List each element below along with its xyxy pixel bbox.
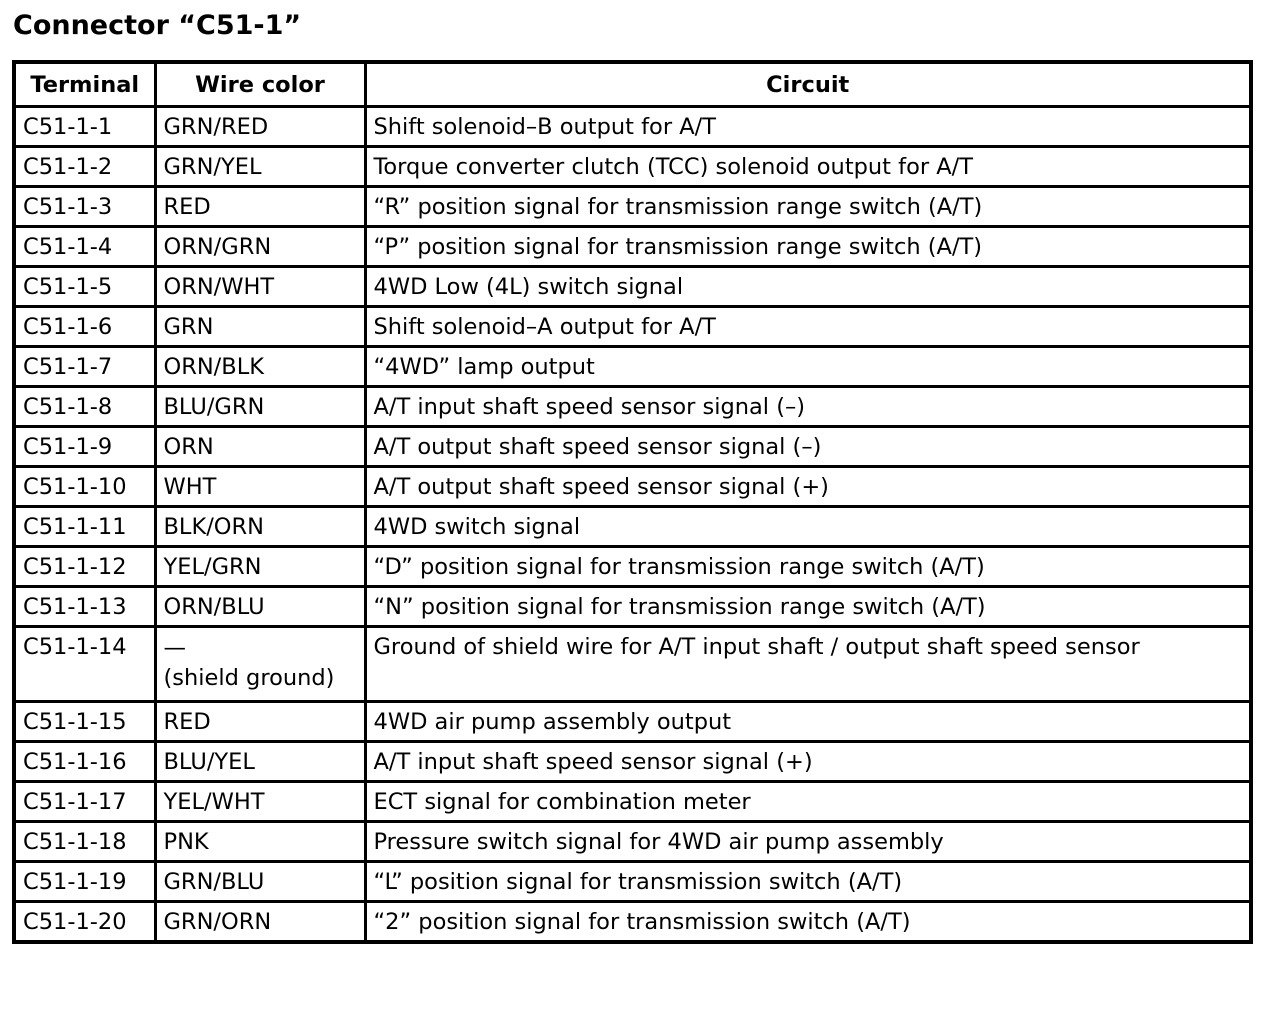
terminal-cell: C51-1-6 xyxy=(14,307,155,347)
circuit-cell: 4WD air pump assembly output xyxy=(365,702,1251,742)
circuit-cell: A/T output shaft speed sensor signal (–) xyxy=(365,427,1251,467)
table-row xyxy=(14,822,1251,862)
terminal-cell: C51-1-14 xyxy=(14,627,155,702)
table-row xyxy=(14,902,1251,943)
terminal-cell: C51-1-2 xyxy=(14,147,155,187)
connector-table xyxy=(12,60,1253,944)
terminal-cell: C51-1-9 xyxy=(14,427,155,467)
table-row xyxy=(14,862,1251,902)
wire-color-cell: GRN/BLU xyxy=(155,862,365,902)
terminal-cell: C51-1-1 xyxy=(14,107,155,147)
terminal-cell: C51-1-8 xyxy=(14,387,155,427)
terminal-cell: C51-1-13 xyxy=(14,587,155,627)
table-row xyxy=(14,547,1251,587)
circuit-cell: “R” position signal for transmission range switch (A/T) xyxy=(365,187,1251,227)
terminal-cell: C51-1-7 xyxy=(14,347,155,387)
terminal-cell: C51-1-10 xyxy=(14,467,155,507)
terminal-cell: C51-1-3 xyxy=(14,187,155,227)
circuit-cell: 4WD Low (4L) switch signal xyxy=(365,267,1251,307)
circuit-cell: “4WD” lamp output xyxy=(365,347,1251,387)
circuit-cell: “D” position signal for transmission range switch (A/T) xyxy=(365,547,1251,587)
circuit-cell: A/T input shaft speed sensor signal (+) xyxy=(365,742,1251,782)
page-title: Connector “C51-1” xyxy=(13,10,302,41)
table-row xyxy=(14,507,1251,547)
circuit-cell: “N” position signal for transmission range switch (A/T) xyxy=(365,587,1251,627)
wire-color-cell: ORN/BLK xyxy=(155,347,365,387)
wire-color-value: — xyxy=(163,635,186,661)
header-circuit: Circuit xyxy=(365,62,1251,107)
wire-color-cell: RED xyxy=(155,702,365,742)
wire-color-cell: GRN xyxy=(155,307,365,347)
table-row xyxy=(14,742,1251,782)
wire-color-cell: BLU/YEL xyxy=(155,742,365,782)
circuit-cell: Ground of shield wire for A/T input shaft / output shaft speed sensor xyxy=(365,627,1251,702)
wire-color-cell: GRN/YEL xyxy=(155,147,365,187)
wire-color-cell: RED xyxy=(155,187,365,227)
circuit-cell: “P” position signal for transmission range switch (A/T) xyxy=(365,227,1251,267)
table-row xyxy=(14,267,1251,307)
circuit-cell: Torque converter clutch (TCC) solenoid output for A/T xyxy=(365,147,1251,187)
terminal-cell: C51-1-18 xyxy=(14,822,155,862)
table-row xyxy=(14,147,1251,187)
terminal-cell: C51-1-20 xyxy=(14,902,155,943)
table-row xyxy=(14,467,1251,507)
wire-color-cell: WHT xyxy=(155,467,365,507)
wire-color-cell: ORN/BLU xyxy=(155,587,365,627)
wire-color-cell: PNK xyxy=(155,822,365,862)
circuit-cell: Shift solenoid–B output for A/T xyxy=(365,107,1251,147)
table-row xyxy=(14,782,1251,822)
terminal-cell: C51-1-5 xyxy=(14,267,155,307)
circuit-cell: Pressure switch signal for 4WD air pump assembly xyxy=(365,822,1251,862)
table-row xyxy=(14,587,1251,627)
wire-color-cell: YEL/GRN xyxy=(155,547,365,587)
table-row xyxy=(14,627,1251,702)
table-row xyxy=(14,227,1251,267)
terminal-cell: C51-1-12 xyxy=(14,547,155,587)
table-row xyxy=(14,347,1251,387)
table-header-row xyxy=(14,62,1251,107)
circuit-cell: “2” position signal for transmission switch (A/T) xyxy=(365,902,1251,943)
circuit-cell: ECT signal for combination meter xyxy=(365,782,1251,822)
header-wire-color: Wire color xyxy=(155,62,365,107)
wire-color-cell: ORN/WHT xyxy=(155,267,365,307)
circuit-cell: 4WD switch signal xyxy=(365,507,1251,547)
table-row xyxy=(14,427,1251,467)
circuit-cell: Shift solenoid–A output for A/T xyxy=(365,307,1251,347)
header-terminal: Terminal xyxy=(14,62,155,107)
table-row xyxy=(14,307,1251,347)
wire-color-cell: GRN/ORN xyxy=(155,902,365,943)
terminal-cell: C51-1-4 xyxy=(14,227,155,267)
table-row xyxy=(14,187,1251,227)
wire-color-cell: GRN/RED xyxy=(155,107,365,147)
table-row xyxy=(14,107,1251,147)
table-row xyxy=(14,387,1251,427)
circuit-cell: “L” position signal for transmission switch (A/T) xyxy=(365,862,1251,902)
table-row xyxy=(14,702,1251,742)
wire-color-cell: YEL/WHT xyxy=(155,782,365,822)
wire-color-cell: ORN/GRN xyxy=(155,227,365,267)
terminal-cell: C51-1-19 xyxy=(14,862,155,902)
wire-color-cell: BLU/GRN xyxy=(155,387,365,427)
wire-color-cell: ORN xyxy=(155,427,365,467)
wire-color-note: (shield ground) xyxy=(163,665,335,691)
terminal-cell: C51-1-17 xyxy=(14,782,155,822)
wire-color-cell: BLK/ORN xyxy=(155,507,365,547)
wire-color-cell xyxy=(155,627,365,702)
circuit-cell: A/T input shaft speed sensor signal (–) xyxy=(365,387,1251,427)
table-body xyxy=(14,107,1251,943)
circuit-cell: A/T output shaft speed sensor signal (+) xyxy=(365,467,1251,507)
terminal-cell: C51-1-11 xyxy=(14,507,155,547)
terminal-cell: C51-1-16 xyxy=(14,742,155,782)
terminal-cell: C51-1-15 xyxy=(14,702,155,742)
